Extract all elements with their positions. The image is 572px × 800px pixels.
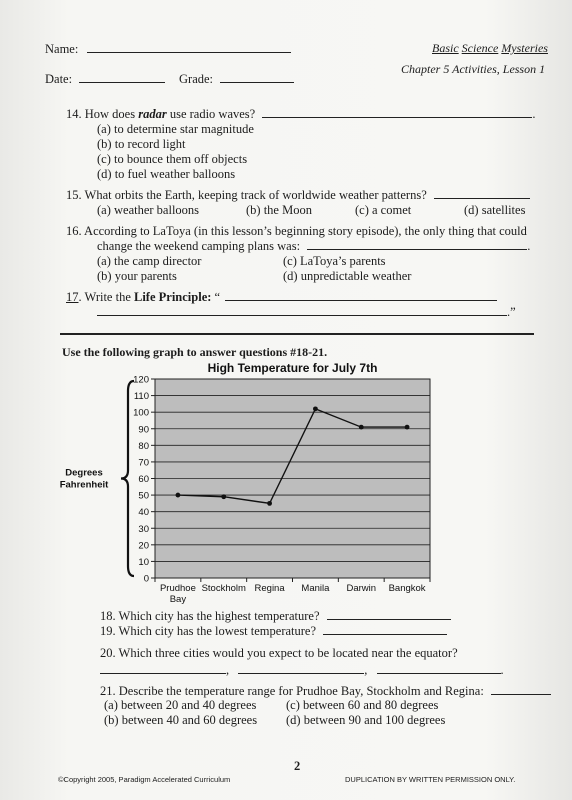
q20-answer-row: , , . xyxy=(100,663,504,678)
question-21: 21. Describe the temperature range for Prudhoe Bay, Stockholm and Regina: xyxy=(100,684,551,699)
y-axis-label: Fahrenheit xyxy=(59,479,109,491)
question-18: 18. Which city has the highest temperature? xyxy=(100,609,451,624)
question-17-line2: .” xyxy=(97,305,516,320)
chart-title: High Temperature for July 7th xyxy=(207,361,378,375)
page-number: 2 xyxy=(294,759,301,773)
question-17: 17. Write the Life Principle: “ xyxy=(66,290,497,305)
radar-keyword: radar xyxy=(138,107,167,121)
q19-answer-blank[interactable] xyxy=(323,634,447,635)
y-tick-label: 70 xyxy=(138,457,149,469)
data-point xyxy=(313,406,318,411)
q16-option[interactable]: (c) LaToya’s parents xyxy=(283,254,386,268)
book-title: Basic Science Mysteries xyxy=(432,41,548,55)
y-tick-label: 20 xyxy=(138,540,149,552)
question-16-line2: change the weekend camping plans was: . xyxy=(97,239,531,253)
x-tick-label: Bangkok xyxy=(388,583,426,594)
y-tick-label: 110 xyxy=(133,391,149,403)
y-tick-label: 10 xyxy=(138,556,149,568)
y-tick-label: 80 xyxy=(138,440,149,452)
name-label: Name: xyxy=(45,42,79,56)
y-tick-label: 30 xyxy=(138,523,149,535)
question-14: 14. How does radar use radio waves? . xyxy=(66,107,536,121)
y-axis-brace xyxy=(121,381,134,576)
q18-answer-blank[interactable] xyxy=(327,619,451,620)
q20-answer-blank-2[interactable] xyxy=(238,673,364,674)
y-tick-label: 60 xyxy=(138,474,149,485)
q21-answer-blank[interactable] xyxy=(491,694,551,695)
chapter-line: Chapter 5 Activities, Lesson 1 xyxy=(401,62,546,76)
q21-option[interactable]: (b) between 40 and 60 degrees xyxy=(104,713,258,727)
grade-label: Grade: xyxy=(179,72,214,86)
x-tick-label: Stockholm xyxy=(201,583,246,594)
q21-option[interactable]: (c) between 60 and 80 degrees xyxy=(286,698,439,712)
data-point xyxy=(176,493,181,498)
data-point xyxy=(221,494,226,499)
q14-option[interactable]: (a) to determine star magnitude xyxy=(97,122,254,136)
q15-option[interactable]: (b) the Moon xyxy=(246,203,312,217)
q16-option[interactable]: (a) the camp director xyxy=(97,254,202,268)
question-15: 15. What orbits the Earth, keeping track of worldwide weather patterns? xyxy=(66,188,530,203)
y-tick-label: 90 xyxy=(138,424,149,436)
x-tick-label: Regina xyxy=(254,583,285,594)
q21-option[interactable]: (a) between 20 and 40 degrees xyxy=(104,698,257,712)
q16-option[interactable]: (b) your parents xyxy=(97,269,177,283)
date-label: Date: xyxy=(45,72,73,86)
y-tick-label: 50 xyxy=(138,490,149,502)
x-tick-label: Darwin xyxy=(346,583,377,594)
graph-instructions: Use the following graph to answer questions #18-21. xyxy=(62,345,328,359)
copyright-notice: ©Copyright 2005, Paradigm Accelerated Curriculum xyxy=(58,775,231,784)
data-point xyxy=(359,425,364,430)
question-19: 19. Which city has the lowest temperature? xyxy=(100,624,447,639)
q15-option[interactable]: (d) satellites xyxy=(464,203,526,217)
q21-option[interactable]: (d) between 90 and 100 degrees xyxy=(286,713,446,727)
x-tick-label: Prudhoe xyxy=(159,583,196,594)
q15-option[interactable]: (a) weather balloons xyxy=(97,203,200,217)
x-tick-label: Manila xyxy=(301,583,330,594)
y-tick-label: 100 xyxy=(133,407,149,419)
y-tick-label: 120 xyxy=(133,374,149,386)
q14-option[interactable]: (d) to fuel weather balloons xyxy=(97,167,236,181)
permission-notice: DUPLICATION BY WRITTEN PERMISSION ONLY. xyxy=(345,775,516,784)
question-20: 20. Which three cities would you expect to be located near the equator? xyxy=(100,646,458,660)
q20-answer-blank-1[interactable] xyxy=(100,673,226,674)
q16-option[interactable]: (d) unpredictable weather xyxy=(283,269,412,283)
x-tick-label: Bay xyxy=(169,594,187,605)
y-tick-label: 40 xyxy=(138,507,149,519)
data-point xyxy=(405,425,410,430)
y-tick-label: 0 xyxy=(143,573,149,585)
data-point xyxy=(267,501,272,506)
q14-option[interactable]: (c) to bounce them off objects xyxy=(97,152,248,166)
q15-option[interactable]: (c) a comet xyxy=(355,203,412,217)
y-axis-label: Degrees xyxy=(65,467,103,479)
q14-option[interactable]: (b) to record light xyxy=(97,137,186,151)
q20-answer-blank-3[interactable] xyxy=(377,673,501,674)
question-16-line1: 16. According to LaToya (in this lesson’s beginning story episode), the only thing that could xyxy=(66,224,527,238)
